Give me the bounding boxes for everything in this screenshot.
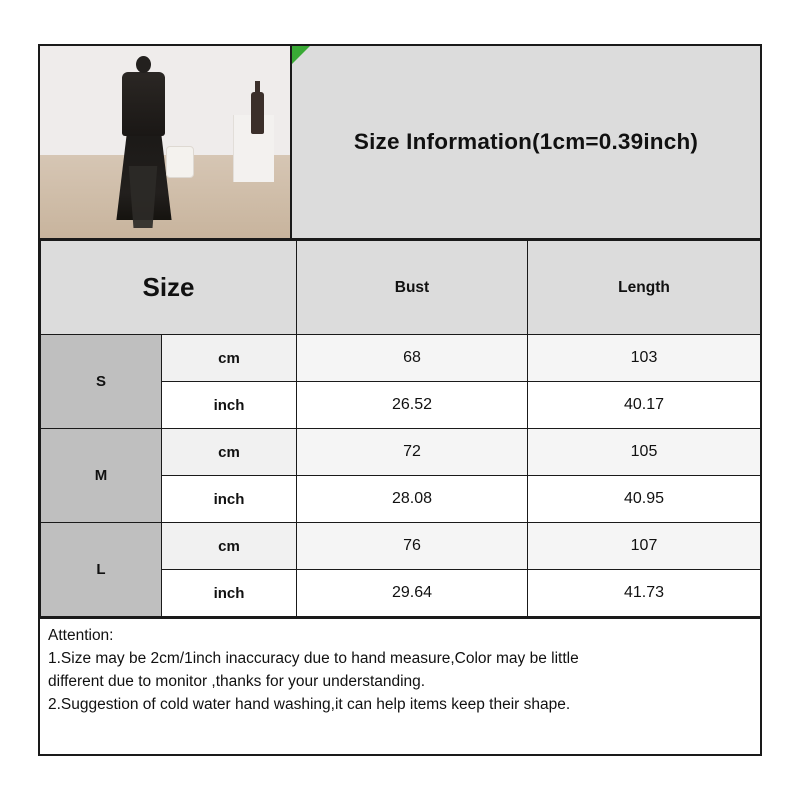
length-value: 40.95 [528, 476, 761, 523]
size-label-l: L [41, 523, 162, 617]
product-photo-image [40, 46, 290, 238]
bust-value: 26.52 [297, 382, 528, 429]
photo-model-body [122, 72, 165, 136]
table-row [41, 523, 761, 570]
length-value: 107 [528, 523, 761, 570]
photo-model-head [136, 56, 151, 73]
photo-handbag [166, 146, 194, 178]
bust-value: 76 [297, 523, 528, 570]
photo-bottle [251, 92, 264, 134]
bust-value: 72 [297, 429, 528, 476]
length-value: 103 [528, 335, 761, 382]
size-label-s: S [41, 335, 162, 429]
product-photo-cell [40, 46, 292, 238]
header-length: Length [528, 241, 761, 335]
attention-line-2: different due to monitor ,thanks for your understanding. [48, 673, 426, 690]
page-title: Size Information(1cm=0.39inch) [353, 129, 699, 154]
bust-value: 68 [297, 335, 528, 382]
unit-inch: inch [162, 382, 297, 429]
size-chart [38, 44, 762, 756]
table-row [41, 335, 761, 382]
chart-header [40, 46, 760, 240]
unit-inch: inch [162, 476, 297, 523]
header-bust: Bust [297, 241, 528, 335]
unit-cm: cm [162, 335, 297, 382]
measurements-table [40, 240, 761, 617]
table-header-row [41, 241, 761, 335]
bust-value: 29.64 [297, 570, 528, 617]
unit-cm: cm [162, 523, 297, 570]
title-cell [292, 46, 760, 238]
attention-heading: Attention: [48, 627, 114, 644]
bust-value: 28.08 [297, 476, 528, 523]
size-label-m: M [41, 429, 162, 523]
length-value: 41.73 [528, 570, 761, 617]
table-row [41, 429, 761, 476]
attention-line-3: 2.Suggestion of cold water hand washing,it can help items keep their shape. [48, 696, 571, 713]
green-corner-marker-icon [292, 46, 310, 64]
unit-inch: inch [162, 570, 297, 617]
attention-block [40, 617, 760, 792]
unit-cm: cm [162, 429, 297, 476]
length-value: 40.17 [528, 382, 761, 429]
header-size: Size [41, 241, 297, 335]
attention-line-1: 1.Size may be 2cm/1inch inaccuracy due to hand measure,Color may be little [48, 650, 579, 667]
length-value: 105 [528, 429, 761, 476]
